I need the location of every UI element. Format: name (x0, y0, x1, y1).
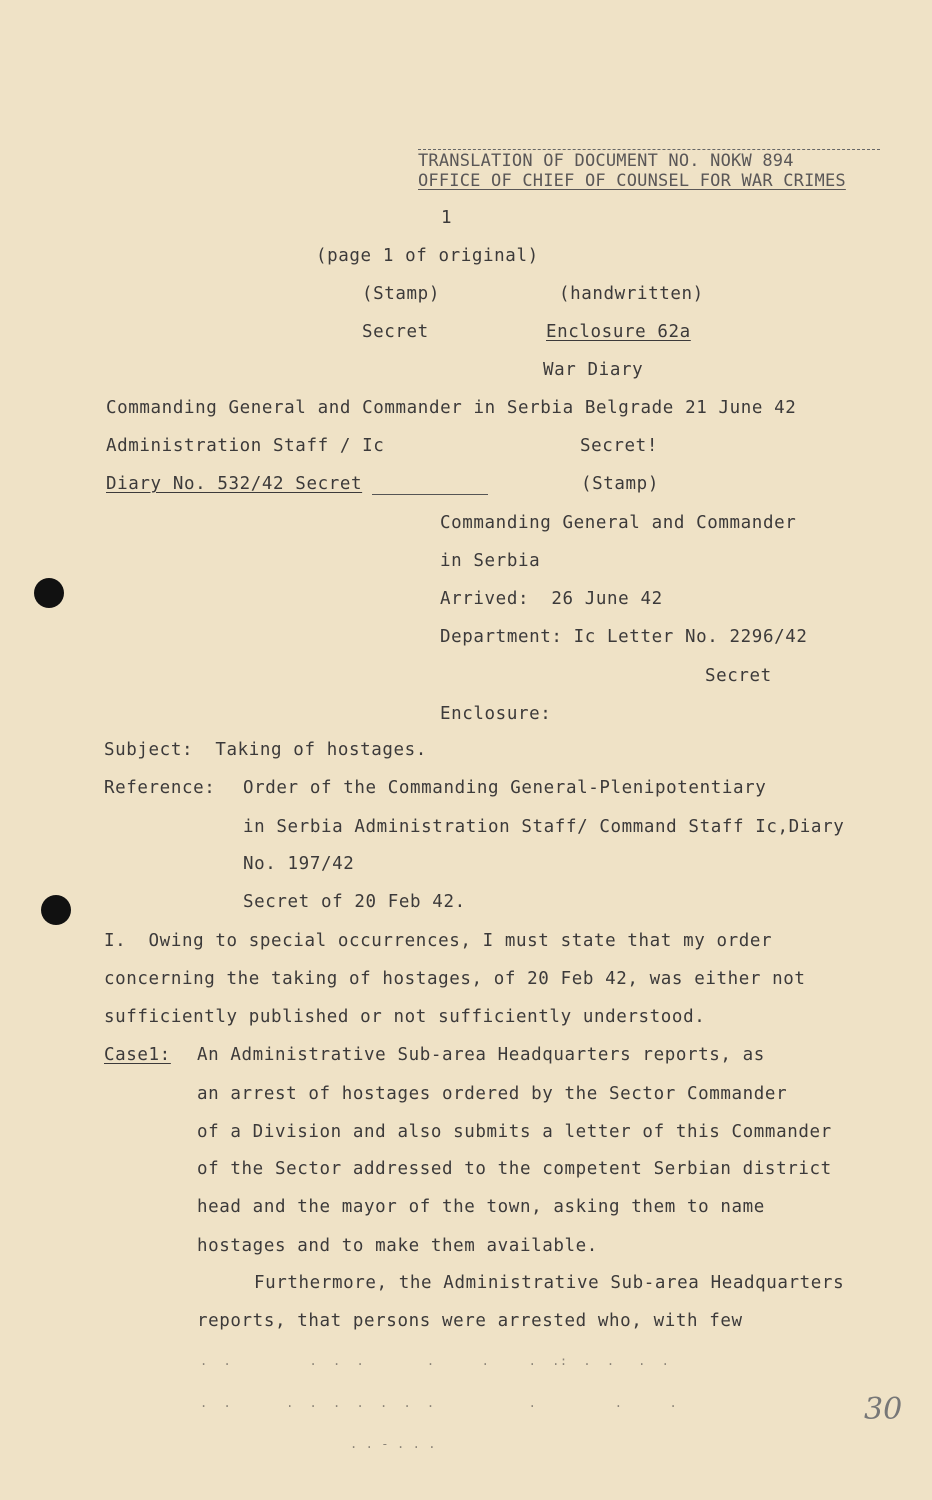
handwritten-label: (handwritten) (559, 284, 704, 304)
punch-hole-top (34, 578, 64, 608)
page-note: (page 1 of original) (316, 246, 539, 266)
paragraph-1-line1: I. Owing to special occurrences, I must state that my order (104, 931, 773, 951)
reference-line4: Secret of 20 Feb 42. (243, 892, 466, 912)
stamp-block-arrived: Arrived: 26 June 42 (440, 589, 663, 609)
punch-hole-bottom (41, 895, 71, 925)
reference-line1: Order of the Commanding General-Plenipotentiary (243, 778, 767, 798)
subject-line: Subject: Taking of hostages. (104, 740, 427, 760)
paragraph-1-line3: sufficiently published or not sufficiently understood. (104, 1007, 706, 1027)
header-document-number: TRANSLATION OF DOCUMENT NO. NOKW 894 (418, 151, 794, 171)
stamp-block-line1: Commanding General and Commander (440, 513, 797, 533)
paragraph-2-line1: Furthermore, the Administrative Sub-area Headquarters (254, 1273, 845, 1293)
diary-number-line: Diary No. 532/42 Secret (106, 474, 363, 494)
stamp-label-2: (Stamp) (581, 474, 659, 494)
staff-line: Administration Staff / Ic (106, 436, 385, 456)
illegible-marks-3: . . - . . . (350, 1437, 437, 1451)
stamp-block-line2: in Serbia (440, 551, 541, 571)
enclosure-label: Enclosure 62a (546, 322, 691, 342)
paragraph-2-line2: reports, that persons were arrested who, with few (197, 1311, 743, 1331)
case-1-line4: of the Sector addressed to the competent Serbian district (197, 1159, 832, 1179)
handwritten-page-number: 30 (864, 1392, 903, 1427)
case-1-label: Case1: (104, 1045, 171, 1065)
secret-exclamation: Secret! (580, 436, 658, 456)
reference-label: Reference: (104, 778, 216, 798)
case-1-line1: An Administrative Sub-area Headquarters reports, as (197, 1045, 765, 1065)
stamp-block-secret: Secret (705, 666, 772, 686)
reference-line2: in Serbia Administration Staff/ Command Staff Ic,Diary (243, 817, 845, 837)
page-number: 1 (441, 208, 453, 228)
secret-stamp-text: Secret (362, 322, 429, 342)
paragraph-1-line2: concerning the taking of hostages, of 20 Feb 42, was either not (104, 969, 806, 989)
sender-line: Commanding General and Commander in Serbia Belgrade 21 June 42 (106, 398, 797, 418)
illegible-marks-1: . . . . . . . . .: . . . . (200, 1354, 670, 1368)
stamp-label: (Stamp) (362, 284, 440, 304)
diary-underline (372, 494, 488, 495)
illegible-marks-2: . . . . . . . . . . . . (200, 1396, 678, 1410)
case-1-line6: hostages and to make them available. (197, 1236, 598, 1256)
reference-line3: No. 197/42 (243, 854, 355, 874)
war-diary-label: War Diary (543, 360, 644, 380)
header-office: OFFICE OF CHIEF OF COUNSEL FOR WAR CRIMES (418, 171, 846, 191)
stamp-block-department: Department: Ic Letter No. 2296/42 (440, 627, 808, 647)
stamp-block-enclosure: Enclosure: (440, 704, 552, 724)
case-1-line5: head and the mayor of the town, asking them to name (197, 1197, 765, 1217)
case-1-line3: of a Division and also submits a letter of this Commander (197, 1122, 832, 1142)
case-1-line2: an arrest of hostages ordered by the Sector Commander (197, 1084, 788, 1104)
